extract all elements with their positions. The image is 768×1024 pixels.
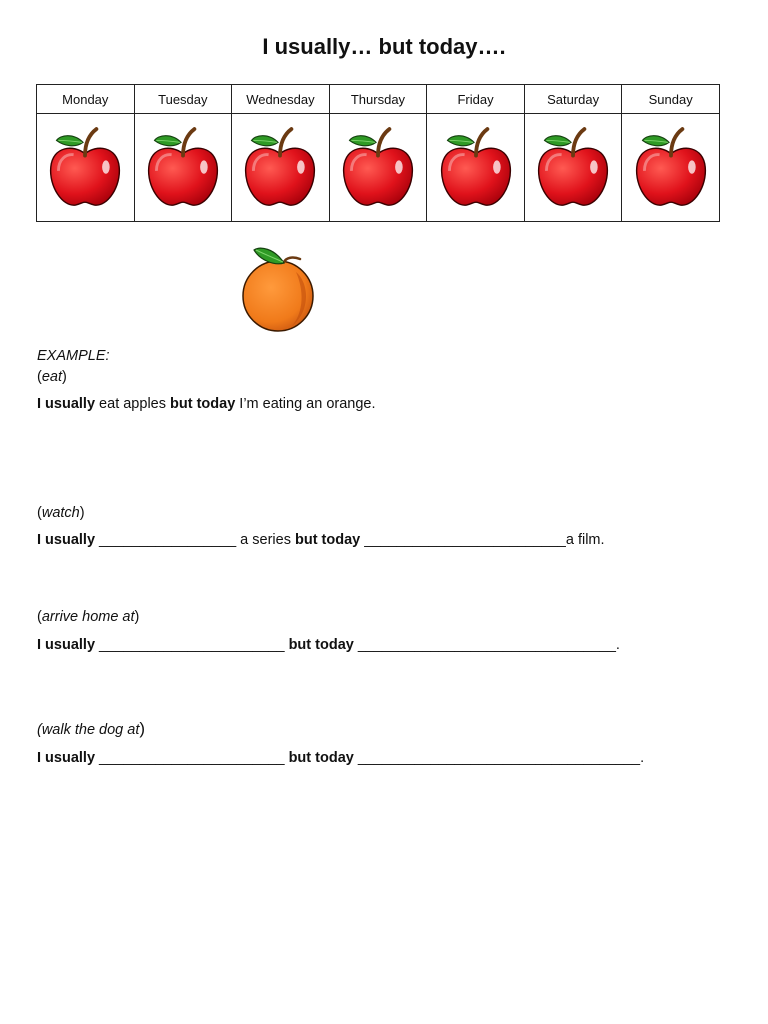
- day-sunday: Sunday: [622, 85, 720, 114]
- apple-cell: [427, 114, 525, 222]
- apple-icon: [47, 125, 123, 211]
- example-heading: EXAMPLE:: [37, 348, 110, 364]
- apple-icon: [438, 125, 514, 211]
- apple-icon: [242, 125, 318, 211]
- apple-cell: [329, 114, 427, 222]
- example-verb-prompt: (eat): [37, 369, 67, 385]
- example-sentence: I usually eat apples but today I’m eating an orange.: [37, 396, 376, 412]
- page-title: I usually… but today….: [262, 34, 506, 59]
- exercise-2-blank-1[interactable]: _______________________: [95, 637, 289, 653]
- day-tuesday: Tuesday: [134, 85, 232, 114]
- exercise-3-blank-2[interactable]: ___________________________________.: [353, 750, 645, 766]
- apple-cell: [37, 114, 135, 222]
- exercise-1-blank-2[interactable]: _________________________a film.: [360, 532, 605, 548]
- exercise-2-sentence: I usually _______________________ but today ________________________________.: [37, 637, 620, 653]
- example-verb: eat: [41, 369, 63, 385]
- day-wednesday: Wednesday: [232, 85, 330, 114]
- apple-cell: [622, 114, 720, 222]
- week-table: [36, 84, 720, 222]
- apple-icon: [535, 125, 611, 211]
- apple-cell: [134, 114, 232, 222]
- orange-icon: [238, 242, 318, 334]
- day-friday: Friday: [427, 85, 525, 114]
- apple-cell: [232, 114, 330, 222]
- day-monday: Monday: [37, 85, 135, 114]
- exercise-2-blank-2[interactable]: ________________________________.: [353, 637, 620, 653]
- exercise-1-sentence: I usually _________________ a series but today _________________________a film.: [37, 532, 605, 548]
- exercise-3-verb-prompt: (walk the dog at): [37, 719, 146, 738]
- exercise-1-verb-prompt: (watch): [37, 505, 85, 521]
- apple-icon: [145, 125, 221, 211]
- apple-icon: [633, 125, 709, 211]
- apple-cell: [524, 114, 622, 222]
- exercise-3-blank-1[interactable]: _______________________: [95, 750, 289, 766]
- exercise-1-blank-1[interactable]: _________________ a series: [95, 532, 295, 548]
- exercise-2-verb-prompt: (arrive home at): [37, 609, 140, 625]
- day-saturday: Saturday: [524, 85, 622, 114]
- exercise-3-sentence: I usually _______________________ but today ___________________________________.: [37, 750, 645, 766]
- day-thursday: Thursday: [329, 85, 427, 114]
- apple-icon: [340, 125, 416, 211]
